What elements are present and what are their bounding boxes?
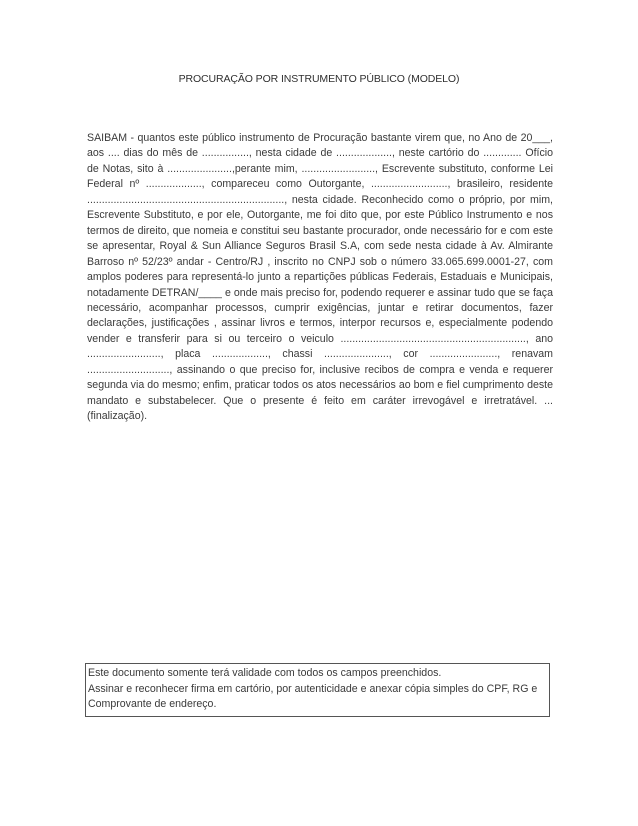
notice-line-1: Este documento somente terá validade com todos os campos preenchidos. [88,667,442,679]
document-title: PROCURAÇÃO POR INSTRUMENTO PÚBLICO (MODELO) [178,73,460,85]
notice-line-2: Assinar e reconhecer firma em cartório, por autenticidade e anexar cópia simples do CPF, RG e Comprovante de endereço. [88,682,538,711]
body-paragraph: SAIBAM - quantos este público instrumento de Procuração bastante virem que, no Ano de 20___, aos .... dias do mês de ................, nesta cidade de ..................., neste cartório do ............. Ofício de Notas, sito à ......................,perante mim, ........................., Escrevente substituto, conforme Lei Federal nº ..................., compareceu como Outorgante, .........................., brasileiro, residente ..................................................................., nesta cidade. Reconhecido como o próprio, por mim, Escrevente Substituto, e por ele, Outorgante, me foi dito que, por este Público Instrumento e nos termos de direito, que nomeia e constitui seu bastante procurador, onde necessário for e com este se apresentar, Royal & Sun Alliance Seguros Brasil S.A, com sede nesta cidade à Av. Almirante Barroso nº 52/23º andar - Centro/RJ , inscrito no CNPJ sob o número 33.065.699.0001-27, com amplos poderes para representá-lo junto a repartições públicas Federais, Estaduais e Municipais, notadamente DETRAN/____ e onde mais preciso for, podendo requerer e assinar tudo que se faça necessário, acompanhar processos, cumprir exigências, juntar e retirar documentos, fazer declarações, justificações , assinar livros e termos, interpor recursos e, especialmente podendo vender e transferir para si ou terceiro o veiculo ..............................................................., ano ........................., placa ..................., chassi ......................, cor ......................., renavam ............................, assinando o que preciso for, inclusive recibos de compra e venda e requerer segunda via do mesmo; enfim, praticar todos os atos necessários ao bom e fiel cumprimento deste mandato e substabelecer. Que o presente é feito em caráter irrevogável e irretratável. ... (finalização). [87,132,553,423]
document-body [87,131,553,425]
notice-box [85,663,550,717]
